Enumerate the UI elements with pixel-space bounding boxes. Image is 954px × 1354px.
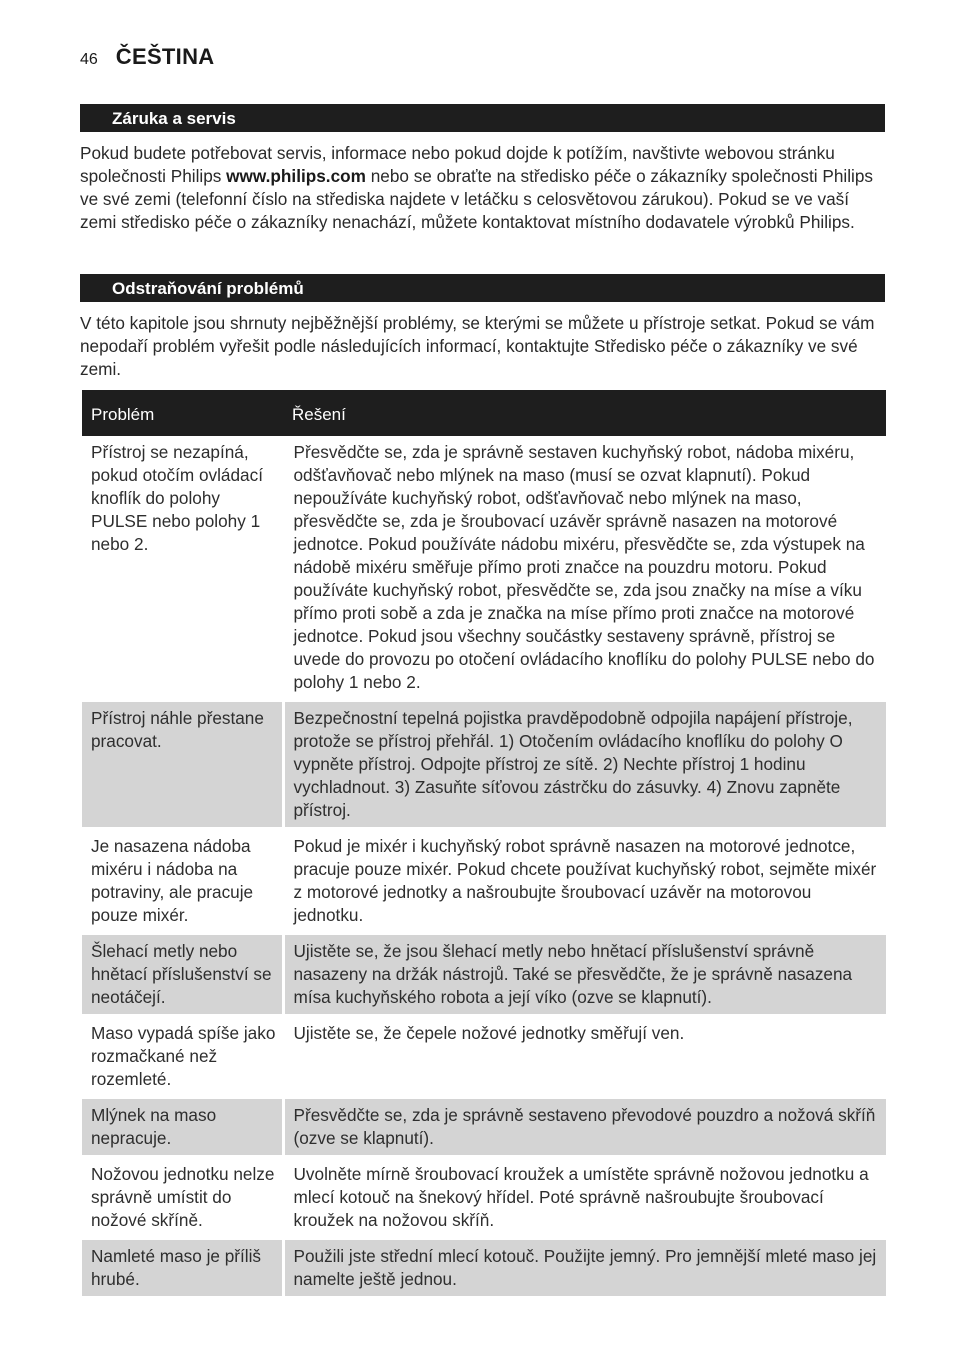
- solution-cell: Bezpečnostní tepelná pojistka pravděpodobně odpojila napájení přístroje, protože se přístroj přehřál. 1) Otočením ovládacího knoflíku do polohy O vypněte přístroj. Odpojte přístroj ze sítě. 2) Nechte přístroj 1 hodinu vychladnout. 3) Zasuňte síťovou zástrčku do zásuvky. 4) Znovu zapněte přístroj.: [283, 701, 886, 829]
- troubleshooting-intro: V této kapitole jsou shrnuty nejběžnější problémy, se kterými se můžete u přístroje setkat. Pokud se vám nepodaří problém vyřešit podle následujících informací, kontaktujte Středisko péče o zákazníky ve své zemi.: [80, 313, 875, 379]
- table-row: [82, 934, 886, 1016]
- solution-cell: Uvolněte mírně šroubovací kroužek a umístěte správně nožovou jednotku a mlecí kotouč na šnekový hřídel. Poté správně našroubujte šroubovací kroužek na nožovou skříň.: [283, 1157, 886, 1239]
- page-number: 46: [80, 51, 98, 68]
- warranty-text-before: Pokud budete potřebovat servis, informace nebo pokud dojde k potížím, navštivte webovou stránku společnosti Philips: [80, 143, 835, 186]
- table-header-row: [82, 390, 886, 436]
- page-language-title: ČEŠTINA: [115, 44, 215, 69]
- problem-cell: Přístroj náhle přestane pracovat.: [82, 701, 283, 829]
- table-row: [82, 436, 886, 701]
- page-header: [80, 44, 214, 70]
- table-row: [82, 1239, 886, 1297]
- problem-cell: Maso vypadá spíše jako rozmačkané než rozemleté.: [82, 1016, 283, 1098]
- solution-cell: Ujistěte se, že čepele nožové jednotky směřují ven.: [283, 1016, 886, 1098]
- column-header-solution: Řešení: [283, 390, 886, 436]
- problem-cell: Je nasazena nádoba mixéru i nádoba na potraviny, ale pracuje pouze mixér.: [82, 829, 283, 934]
- problem-cell: Přístroj se nezapíná, pokud otočím ovládací knoflík do polohy PULSE nebo polohy 1 nebo 2.: [82, 436, 283, 701]
- philips-website-link[interactable]: www.philips.com: [226, 166, 366, 186]
- problem-cell: Mlýnek na maso nepracuje.: [82, 1098, 283, 1157]
- warranty-text-after: nebo se obraťte na středisko péče o zákazníky společnosti Philips ve své zemi (telefonní číslo na střediska najdete v letáčku s celosvětovou zárukou). Pokud se ve vaší zemi středisko péče o zákazníky nenachází, můžete kontaktovat místního dodavatele výrobků Philips.: [80, 166, 874, 232]
- table-row: [82, 829, 886, 934]
- warranty-paragraph: [80, 142, 886, 234]
- section-heading-troubleshooting: Odstraňování problémů: [80, 274, 885, 302]
- column-header-problem: Problém: [82, 390, 283, 436]
- table-row: [82, 1098, 886, 1157]
- table-row: [82, 1157, 886, 1239]
- problem-cell: Namleté maso je příliš hrubé.: [82, 1239, 283, 1297]
- solution-cell: Ujistěte se, že jsou šlehací metly nebo hnětací příslušenství správně nasazeny na držák nástrojů. Také se přesvědčte, že je správně nasazena mísa kuchyňského robota a její víko (ozve se klapnutí).: [283, 934, 886, 1016]
- table-row: [82, 701, 886, 829]
- section-heading-warranty: Záruka a servis: [80, 104, 885, 132]
- solution-cell: Přesvědčte se, zda je správně sestaven kuchyňský robot, nádoba mixéru, odšťavňovač nebo mlýnek na maso (musí se ozvat klapnutí). Pokud nepoužíváte kuchyňský robot, odšťavňovač nebo mlýnek na maso, přesvědčte se, zda je šroubovací uzávěr správně nasazen na motorové jednotce. Pokud používáte nádobu mixéru, přesvědčte se, zda výstupek na nádobě mixéru směřuje přímo proti značce na pouzdru motoru. Pokud používáte kuchyňský robot, přesvědčte se, zda jsou značky na míse a víku přímo proti sobě a zda je značka na míse přímo proti značce na motorové jednotce. Pokud jsou všechny součástky sestaveny správně, přístroj se uvede do provozu po otočení ovládacího knoflíku do polohy PULSE nebo do polohy 1 nebo 2.: [293, 442, 875, 692]
- solution-cell: Použili jste střední mlecí kotouč. Použijte jemný. Pro jemnější mleté maso jej namelte ještě jednou.: [283, 1239, 886, 1297]
- problem-cell: Nožovou jednotku nelze správně umístit do nožové skříně.: [82, 1157, 283, 1239]
- solution-cell: Pokud je mixér i kuchyňský robot správně nasazen na motorové jednotce, pracuje pouze mixér. Pokud chcete používat kuchyňský robot, sejměte mixér z motorové jednotky a našroubujte šroubovací uzávěr na motorovou jednotku.: [283, 829, 886, 934]
- problem-cell: Šlehací metly nebo hnětací příslušenství se neotáčejí.: [82, 934, 283, 1016]
- troubleshooting-table: [82, 390, 886, 1296]
- table-row: [82, 1016, 886, 1098]
- solution-cell: Přesvědčte se, zda je správně sestaveno převodové pouzdro a nožová skříň (ozve se klapnutí).: [283, 1098, 886, 1157]
